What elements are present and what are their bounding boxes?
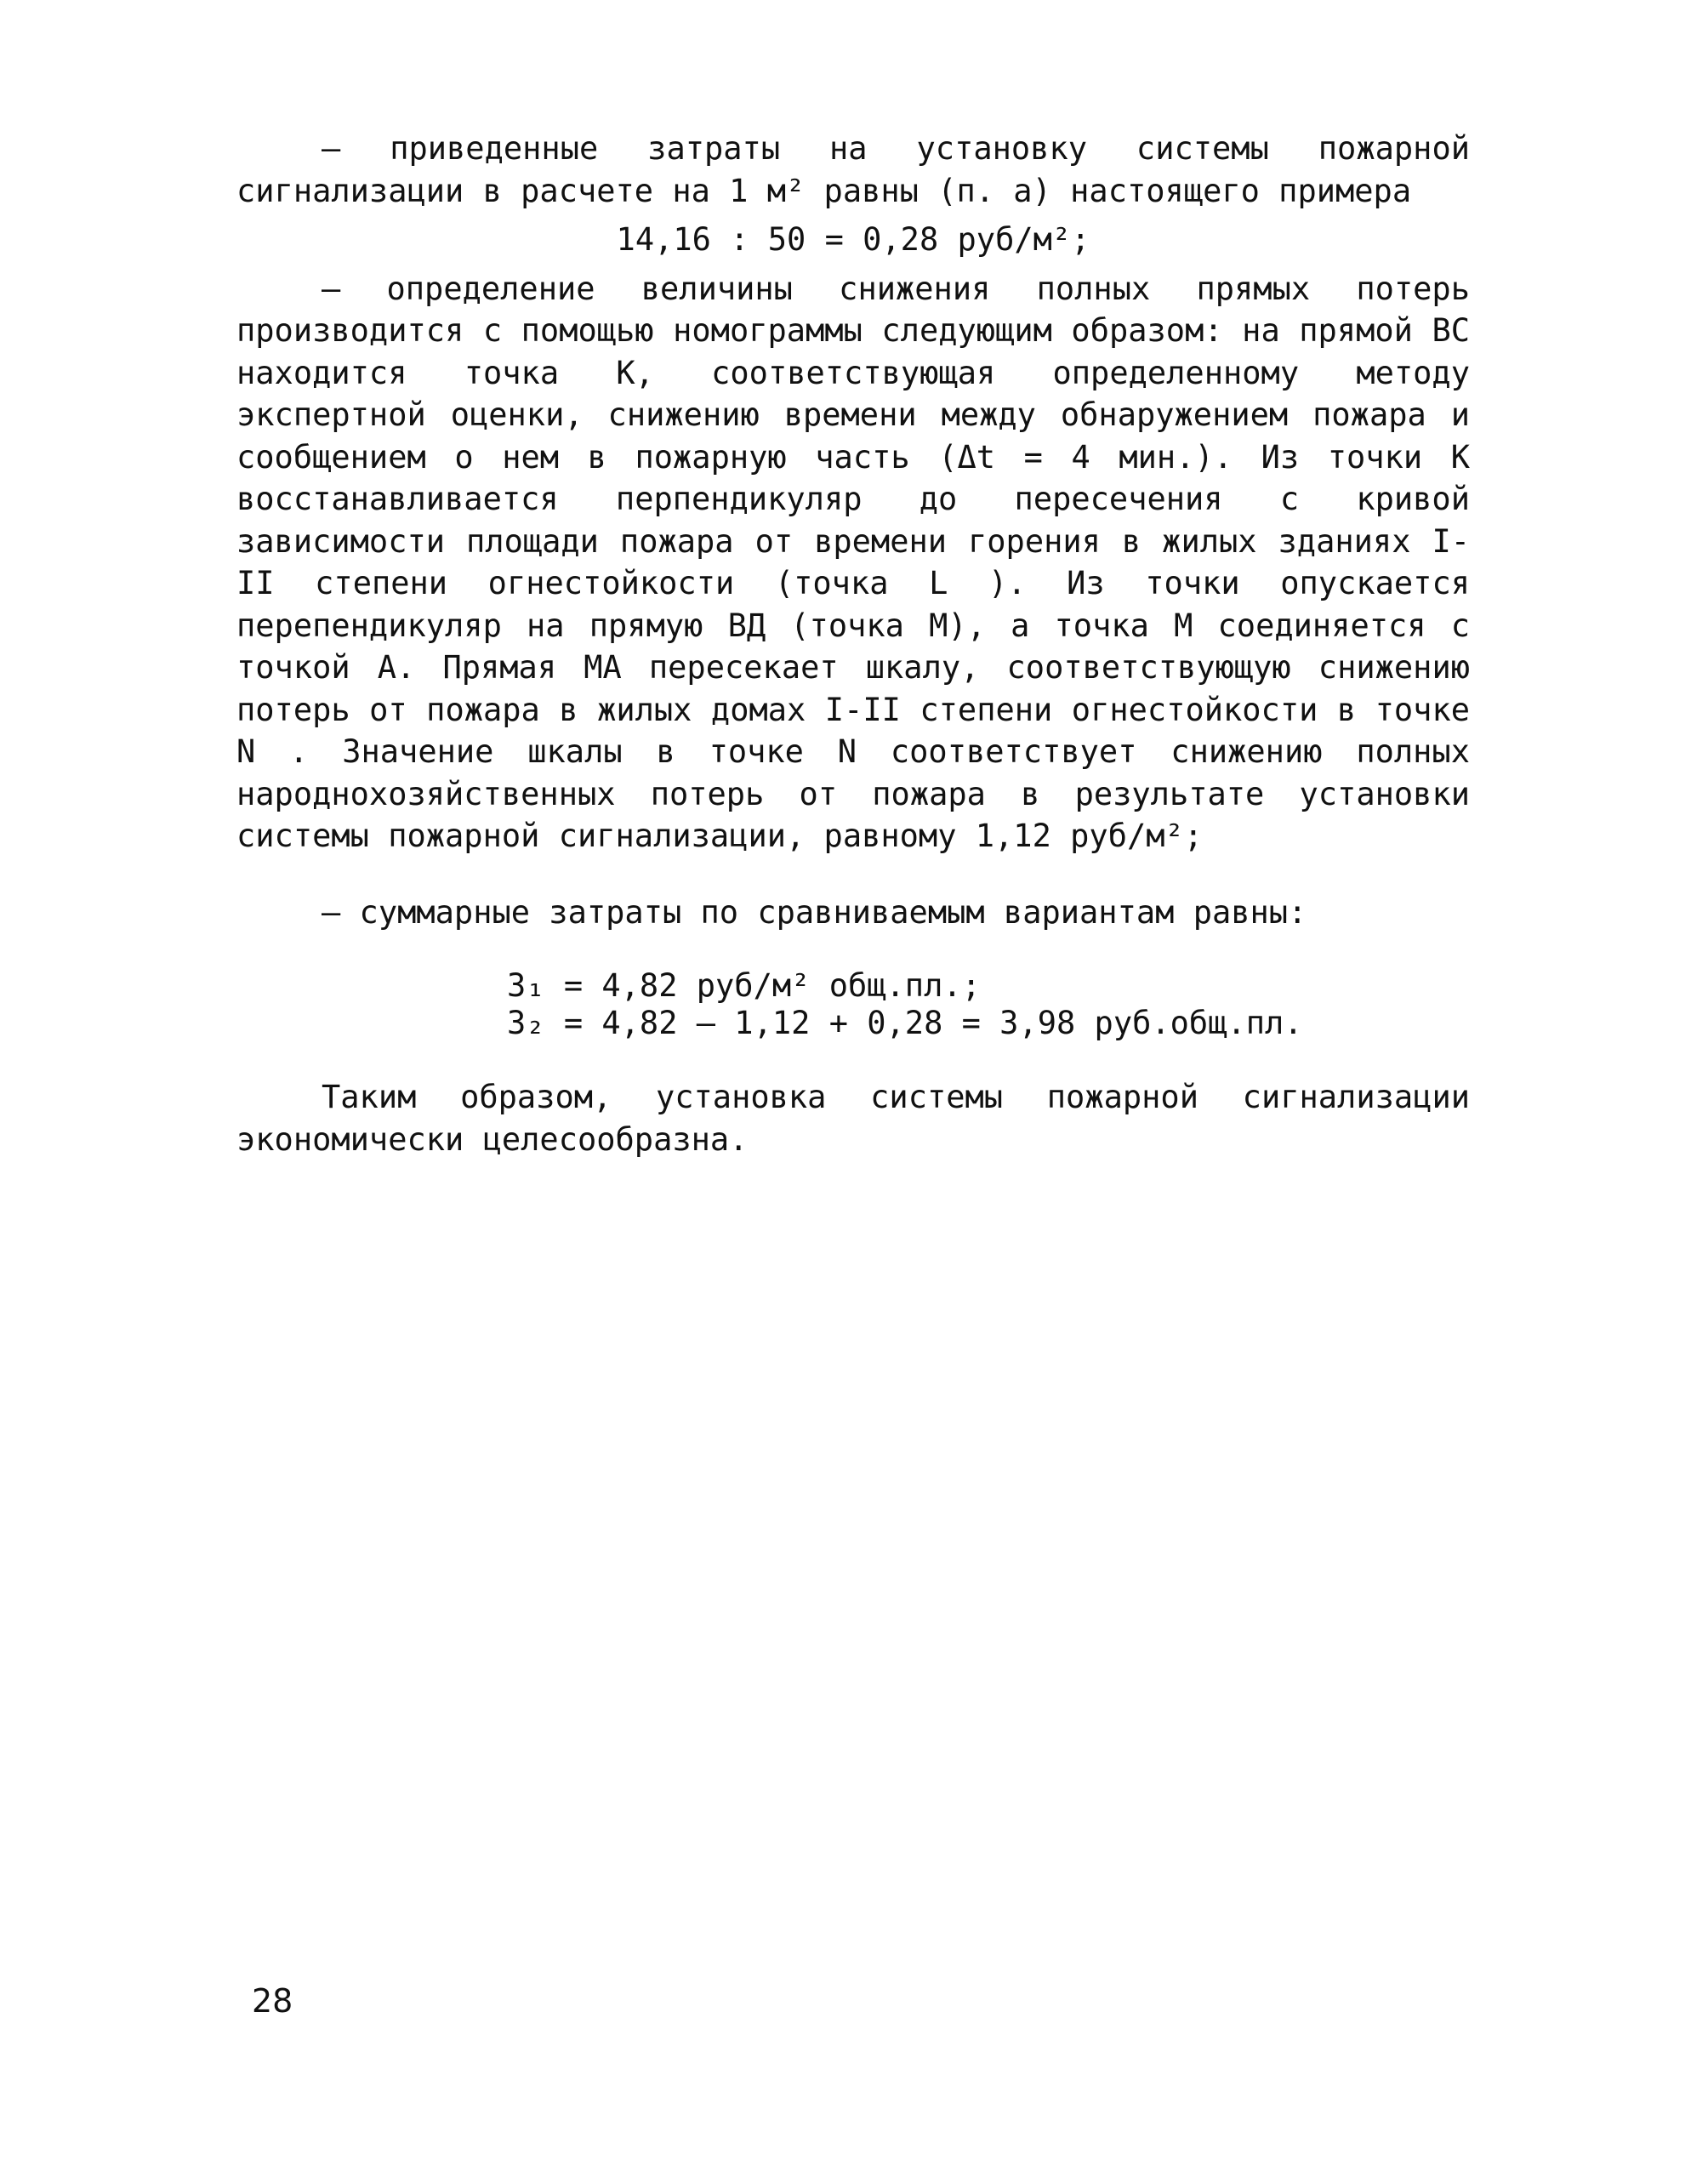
total-costs-equations: [507, 967, 1470, 1042]
paragraph-reduced-costs: – приведенные затраты на установку системы пожарной сигнализации в расчете на 1 м² равны (п. а) настоящего примера: [236, 130, 1470, 209]
spacer: [236, 261, 1470, 268]
spacer: [236, 933, 1470, 967]
paragraph-total-costs: – суммарные затраты по сравниваемым вариантам равны:: [322, 893, 1307, 931]
paragraph-conclusion: Таким образом, установка системы пожарной сигнализации экономически целесообразна.: [236, 1079, 1470, 1158]
spacer: [236, 212, 1470, 219]
paragraph-nomogram-method: – определение величины снижения полных прямых потерь производится с помощью номограммы следующим образом: на прямой ВС находится точка К, соответствующая определенному методу экспертной оценки, снижению времени между обнаружением пожара и сообщением о нем в пожарную часть (Δt = 4 мин.). Из точки К восстанавливается перпендикуляр до пересечения с кривой зависимости площади пожара от времени горения в жилых зданиях I-II степени огнестойкости (точка L ). Из точки опускается перепендикуляр на прямую ВД (точка М), а точка М соединяется с точкой А. Прямая МА пересекает шкалу, соответствующую снижению потерь от пожара в жилых домах I-II степени огнестойкости в точке N . Значение шкалы в точке N соответствует снижению полных народнохозяйственных потерь от пожара в результате установки системы пожарной сигнализации, равному 1,12 руб/м²;: [236, 270, 1470, 854]
spacer: [236, 858, 1470, 892]
spacer: [236, 1042, 1470, 1076]
page-number: 28: [252, 1982, 293, 2020]
equation-z1: З₁ = 4,82 руб/м² общ.пл.;: [507, 967, 981, 1004]
document-page: [236, 128, 1470, 1160]
equation-z2: З₂ = 4,82 – 1,12 + 0,28 = 3,98 руб.общ.пл.: [507, 1005, 1303, 1041]
equation-cost-per-sqm: 14,16 : 50 = 0,28 руб/м²;: [616, 221, 1090, 258]
